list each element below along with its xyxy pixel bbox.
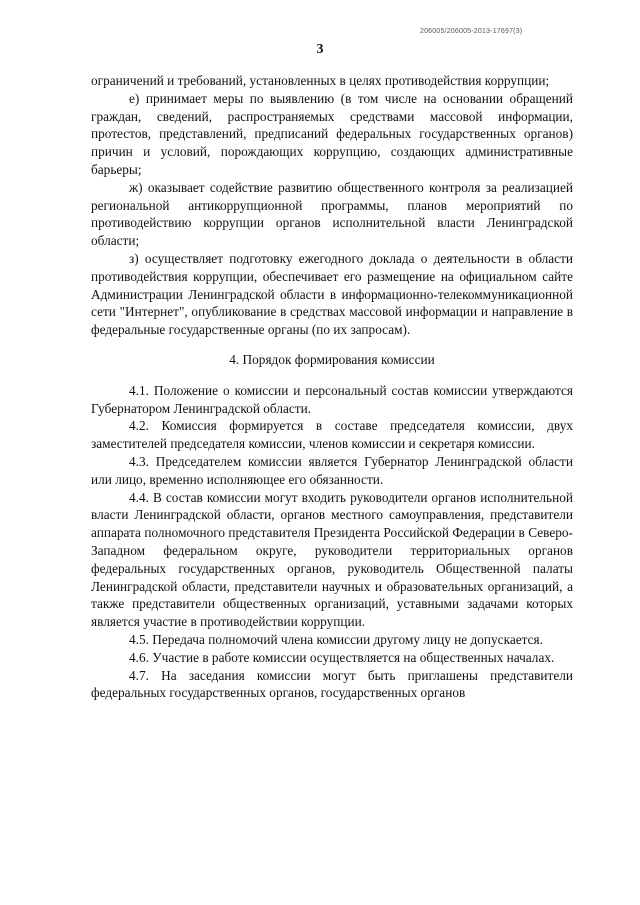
paragraph-4-2: 4.2. Комиссия формируется в составе председателя комиссии, двух заместителей председателя комиссии, членов комиссии и секретаря комиссии. — [91, 418, 573, 452]
paragraph-4-3: 4.3. Председателем комиссии является Губернатор Ленинградской области или лицо, временно исполняющее его обязанности. — [91, 453, 573, 487]
paragraph-e: е) принимает меры по выявлению (в том числе на основании обращений граждан, сведений, распространяемых средствами массовой информации, протестов, представлений, предписаний федеральных государственных органов) причин и условий, порождающих коррупцию, создающих административные барьеры; — [91, 90, 573, 177]
paragraph-zh: ж) оказывает содействие развитию общественного контроля за реализацией региональной антикоррупционной программы, планов мероприятий по противодействию коррупции органов исполнительной власти Ленинградской области; — [91, 179, 573, 249]
paragraph-4-6: 4.6. Участие в работе комиссии осуществляется на общественных началах. — [129, 649, 555, 665]
document-id: 206005/206005-2013-17697(3) — [420, 28, 523, 35]
paragraph-4-5: 4.5. Передача полномочий члена комиссии другому лицу не допускается. — [129, 631, 543, 647]
document-body — [91, 72, 573, 702]
paragraph-4-1: 4.1. Положение о комиссии и персональный состав комиссии утверждаются Губернатором Ленинградской области. — [91, 382, 573, 416]
paragraph-z: з) осуществляет подготовку ежегодного доклада о деятельности в области противодействия коррупции, обеспечивает его размещение на официальном сайте Администрации Ленинградской области в информационно-телекоммуникационной сети "Интернет", опубликование в средствах массовой информации и направление в федеральные государственные органы (по их запросам). — [91, 250, 573, 338]
paragraph-4-7: 4.7. На заседания комиссии могут быть приглашены представители федеральных государственных органов, государственных органов — [91, 667, 573, 701]
page-number: 3 — [316, 42, 324, 57]
paragraph-continued: ограничений и требований, установленных в целях противодействия коррупции; — [91, 73, 550, 88]
paragraph-4-4: 4.4. В состав комиссии могут входить руководители органов исполнительной власти Ленинградской области, органов местного самоуправления, представители аппарата полномочного представителя Президента Российской Федерации в Северо-Западном федеральном округе, руководители территориальных органов федеральных государственных органов, руководитель Общественной палаты Ленинградской области, представители научных и образовательных организаций, а также представители общественных организаций, уставными задачами которых является участие в противодействии коррупции. — [91, 489, 573, 630]
section-title: 4. Порядок формирования комиссии — [229, 351, 435, 367]
